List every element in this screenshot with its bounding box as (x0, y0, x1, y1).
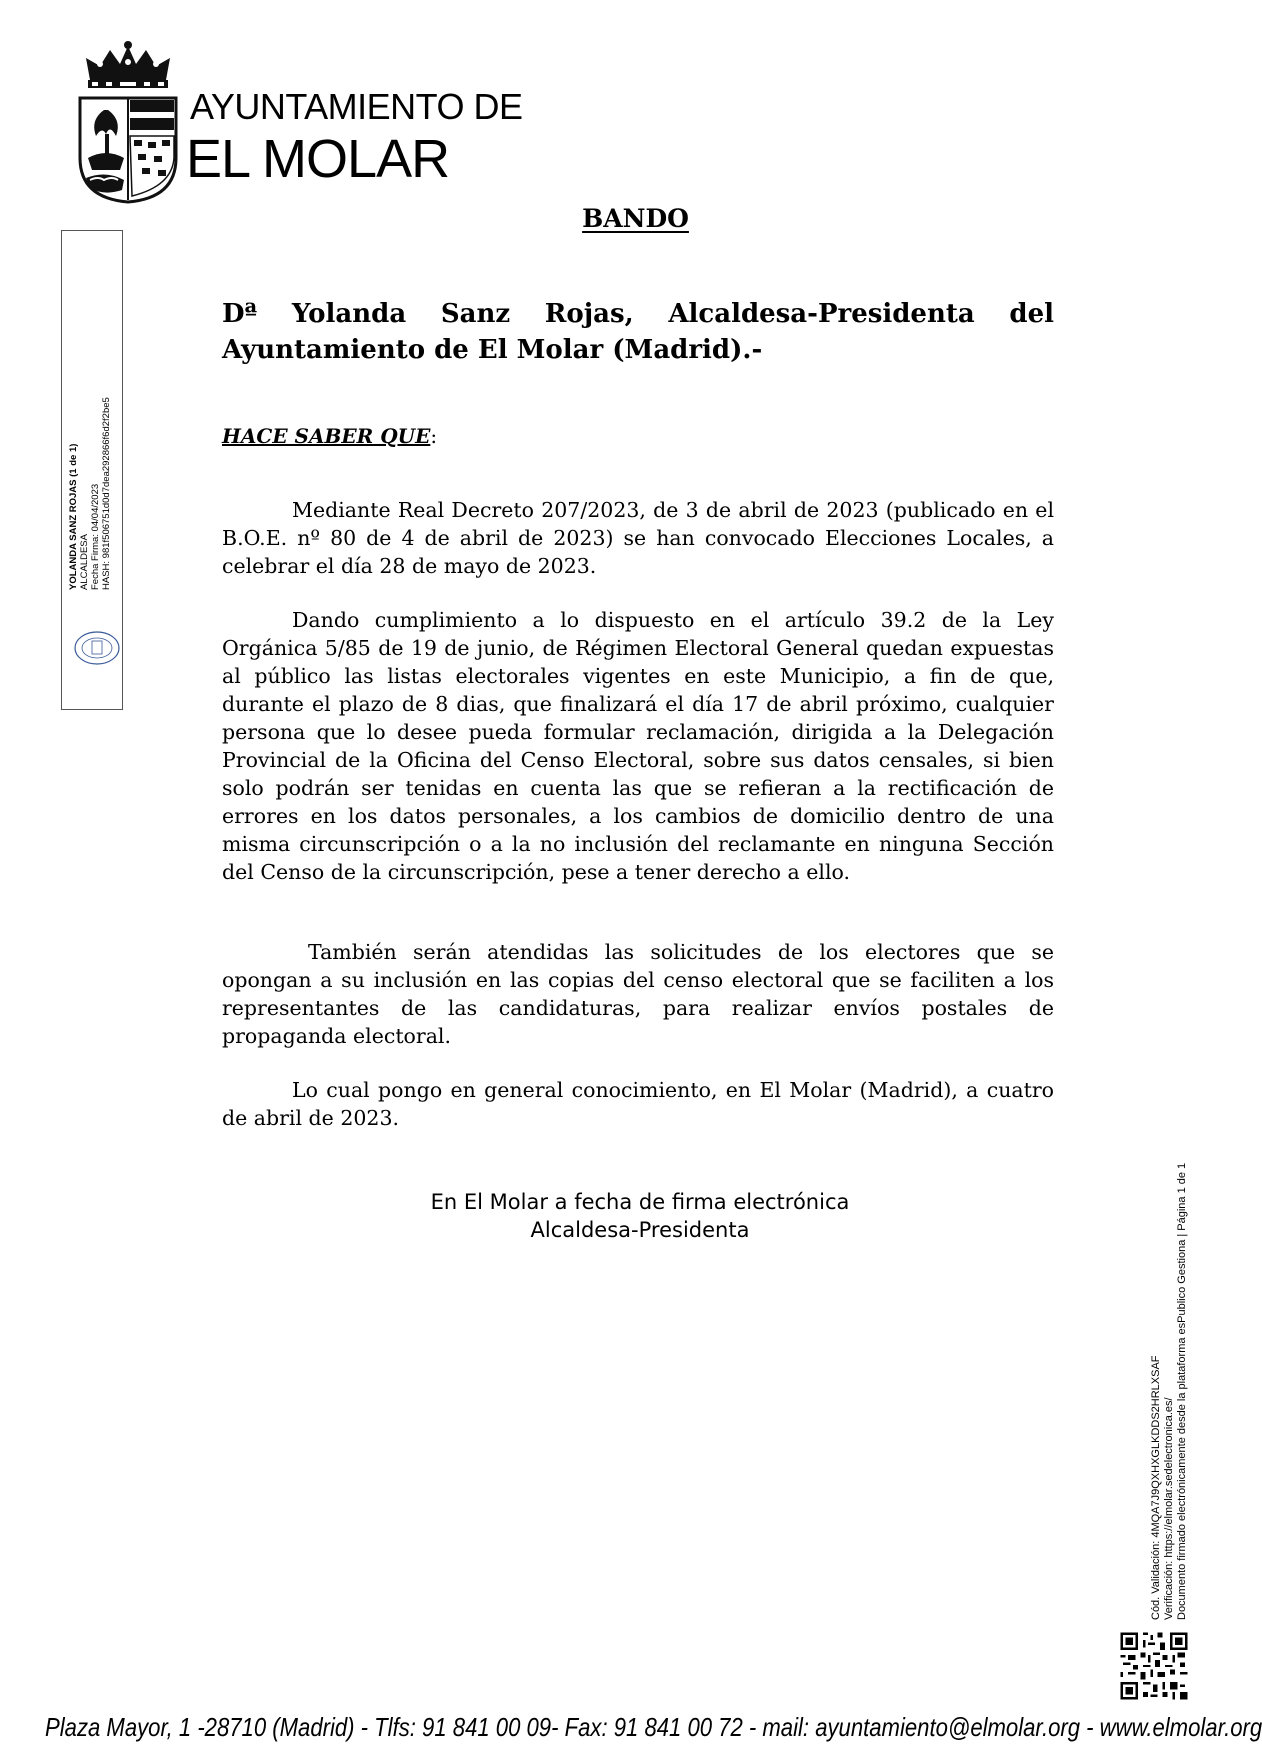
closing-signatory-title: Alcaldesa-Presidenta (530, 1218, 750, 1242)
validation-details (1150, 1163, 1189, 1620)
signature-details (68, 260, 112, 590)
footer-contact-text: Plaza Mayor, 1 -28710 (Madrid) - Tlfs: 91 841 00 09- Fax: 91 841 00 72 - mail: ayuntamiento@elmolar.org - www.elmolar.org (45, 1712, 1262, 1742)
closing-place-date: En El Molar a fecha de firma electrónica (430, 1190, 850, 1214)
signature-date: Fecha Firma: 04/04/2023 (90, 483, 101, 590)
qr-code (1118, 1630, 1190, 1702)
official-seal-stamp (73, 630, 121, 666)
footer-contact (45, 1712, 1262, 1743)
signed-platform-note: Documento firmado electrónicamente desde la plataforma esPublico Gestiona | Página 1 de 1 (1176, 1162, 1188, 1620)
document-heading: Dª Yolanda Sanz Rojas, Alcaldesa-Presidenta del Ayuntamiento de El Molar (Madrid).- (222, 299, 1054, 365)
body-paragraph-1: Mediante Real Decreto 207/2023, de 3 de abril de 2023 (publicado en el B.O.E. nº 80 de 4 de abril de 2023) se han convocado Elecciones Locales, a celebrar el día 28 de mayo de 2023. (222, 498, 1054, 578)
validation-code: Cód. Validación: 4MQA7J9QXHXGLKDDS2HRLXSAF (1150, 1355, 1162, 1620)
org-name-line1: AYUNTAMIENTO DE (190, 86, 523, 127)
body-paragraph-3: También serán atendidas las solicitudes de los electores que se opongan a su inclusión en las copias del censo electoral que se faciliten a los representantes de las candidaturas, para realizar envíos postales de propaganda electoral. (222, 940, 1054, 1048)
signer-name: YOLANDA SANZ ROJAS (1 de 1) (68, 443, 79, 590)
hace-saber-label: HACE SABER QUE (222, 424, 431, 448)
document-title: BANDO (582, 204, 689, 233)
body-paragraph-2: Dando cumplimiento a lo dispuesto en el artículo 39.2 de la Ley Orgánica 5/85 de 19 de junio, de Régimen Electoral General quedan expuestas al público las listas electorales vigentes en este Municipio, a fin de que, durante el plazo de 8 dias, que finalizará el día 17 de abril próximo, cualquier persona que lo desee pueda formular reclamación, dirigida a la Delegación Provincial de la Oficina del Censo Electoral, sobre sus datos censales, si bien solo podrán ser tenidas en cuenta las que se refieran a la rectificación de errores en los datos personales, a los cambios de domicilio dentro de una misma circunscripción o a la no inclusión del reclamante en ninguna Sección del Censo de la circunscripción, pese a tener derecho a ello. (222, 608, 1054, 884)
verification-url: Verificación: https://elmolar.sedelectronica.es/ (1163, 1397, 1175, 1620)
body-paragraph-4: Lo cual pongo en general conocimiento, en El Molar (Madrid), a cuatro de abril de 2023. (222, 1078, 1054, 1130)
municipal-crest-logo (76, 40, 180, 204)
signer-role: ALCALDESA (79, 534, 90, 590)
signature-hash: HASH: 981f506751d0d7dea292866f6d2f2be5 (101, 397, 112, 590)
hace-saber-colon: : (430, 424, 438, 448)
announcement-lead (222, 424, 1054, 448)
org-name-line2: EL MOLAR (186, 129, 450, 189)
